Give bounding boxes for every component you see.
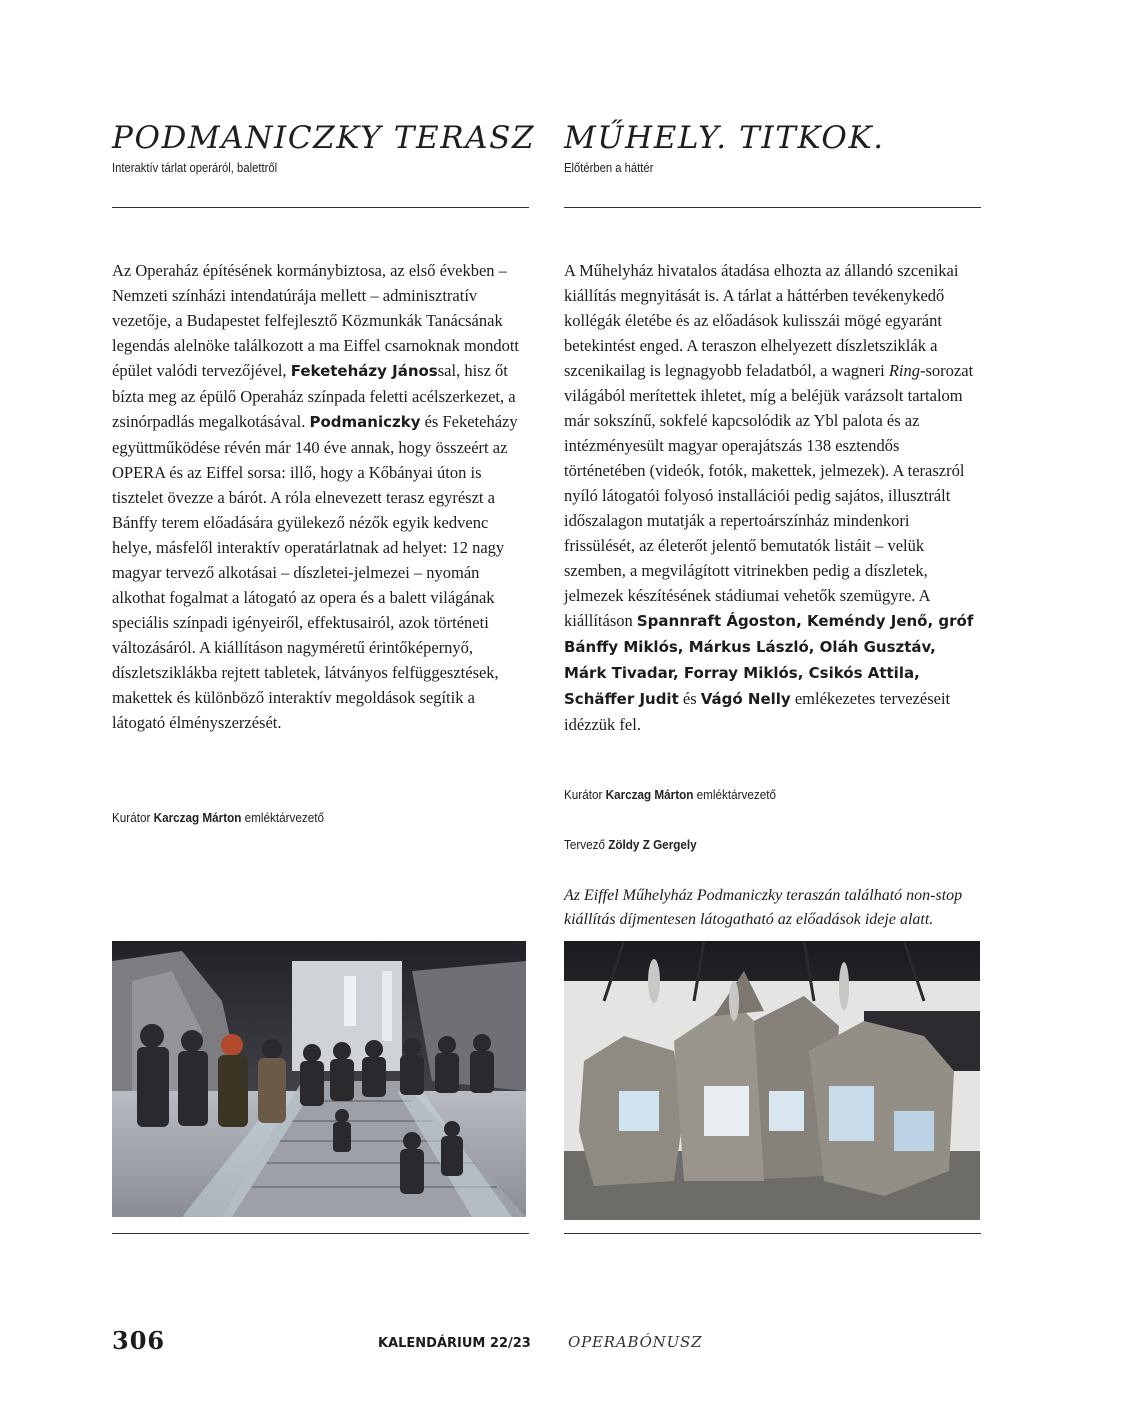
left-article-title: PODMANICZKY TERASZ [112,120,536,156]
credit-label: Tervező [564,837,605,852]
left-article-body [112,258,529,735]
person-name: Feketeházy János [290,362,438,380]
credit-role: emléktárvezető [696,787,777,802]
right-body-paragraph [564,258,981,737]
body-text: -sorozat világából merítettek ihletet, míg a beléjük varázsolt tartalom már sokszínű, sokfelé kapcsolódik az Ybl palota és az intézményesült magyar operajátszás 138 esztendős történetében (videók, fotók, makettek, jelmezek). A teraszról nyíló látogatói folyosó installációi pedig sajátos, illusztrált időszalagon mutatják a repertoárszínház mindenkori frissülését, az életerőt jelentő bemutatók listáit – velük szemben, a megvilágított vitrinekben pedig a díszletek, jelmezek készítésének stádiumai vehetők szemügyre. A kiállításon [564,361,974,630]
credit-name: Karczag Márton [153,810,242,825]
credit-label: Kurátor [112,810,151,825]
right-curator-credit [564,787,776,802]
body-text: és Feketeházy együttműködése révén már 140 éve annak, hogy összeért az OPERA és az Eiffel sorsa: illő, hogy a Kőbányai úton is tisztelet övezze a bárót. A róla elnevezett terasz egyrészt a Bánffy terem előadására gyülekező nézők egyik kedvenc helye, másfelől interaktív operatárlatnak ad helyet: 12 nagy magyar tervező alkotásai – díszletei-jelmezei – nyomán alkothat fogalmat a látogató az opera és a balett világának speciális színpadi igényeiről, effektusairól, azok történeti változásáról. A kiállításon nagyméretű érintőképernyő, díszletsziklákba rejtett tabletek, látványos felfüggesztések, makettek és különböző interaktív megoldások segítik a látogató élményszerzését. [112,412,518,732]
photo-staircase-illustration [112,941,526,1217]
designer-names: Spannraft Ágoston, Keméndy Jenő, gróf Bánffy Miklós, Márkus László, Oláh Gusztáv, Márk Tivadar, Forray Miklós, Csikós Attila, Schäffer Judit [564,612,974,708]
right-article-header [564,118,981,176]
left-curator-credit [112,810,324,825]
body-text: emlékezetes tervezéseit idézzük fel. [564,689,951,734]
right-article-title: MŰHELY. TITKOK. [564,120,885,156]
photo-staircase-visitors [112,941,526,1217]
body-text: és [678,689,701,708]
section-name: OPERABÓNUSZ [568,1333,703,1351]
credit-label: Kurátor [564,787,603,802]
photo-exhibition-illustration [564,941,980,1220]
work-title: Ring [888,361,921,380]
body-text: sal, hisz őt bízta meg az épülő Operaház színpada feletti acélszerkezet, a zsinórpadlás megalkotásával. [112,361,516,431]
body-text: A Műhelyház hivatalos átadása elhozta az állandó szcenikai kiállítás megnyitását is. A tárlat a háttérben tevékenykedő kollégák életébe és az előadások kulisszái mögé egyaránt betekintést enged. A teraszon elhelyezett díszletsziklák a szcenikailag is legnagyobb feladatból, a wagneri [564,261,959,380]
photo-caption: Az Eiffel Műhelyház Podmaniczky teraszán található non-stop kiállítás díjmentesen látogatható az előadások ideje alatt. [564,887,963,928]
left-article-subtitle: Interaktív tárlat operáról, balettről [112,161,278,175]
running-title: KALENDÁRIUM 22/23 [378,1336,531,1351]
left-article-header [112,118,536,176]
left-header-divider [112,207,529,208]
right-designer-credit [564,837,697,852]
body-text: Az Operaház építésének kormánybiztosa, az első években – Nemzeti színházi intendatúrája mellett – adminisztratív vezetője, a Budapestet felfejlesztő Közmunkák Tanácsának legendás alelnöke találkozott a ma Eiffel csarnoknak mondott épület valódi tervezőjével, [112,261,520,380]
credit-name: Karczag Márton [605,787,694,802]
right-article-body [564,258,981,737]
person-name: Podmaniczky [309,413,421,431]
right-bottom-divider [564,1233,981,1234]
designer-name: Vágó Nelly [700,690,791,708]
left-bottom-divider [112,1233,529,1234]
right-header-divider [564,207,981,208]
page-number: 306 [112,1326,166,1355]
right-article-subtitle: Előtérben a háttér [564,161,654,175]
photo-exhibition-rocks [564,941,980,1220]
credit-name: Zöldy Z Gergely [608,837,697,852]
credit-role: emléktárvezető [244,810,325,825]
left-body-paragraph [112,258,529,735]
